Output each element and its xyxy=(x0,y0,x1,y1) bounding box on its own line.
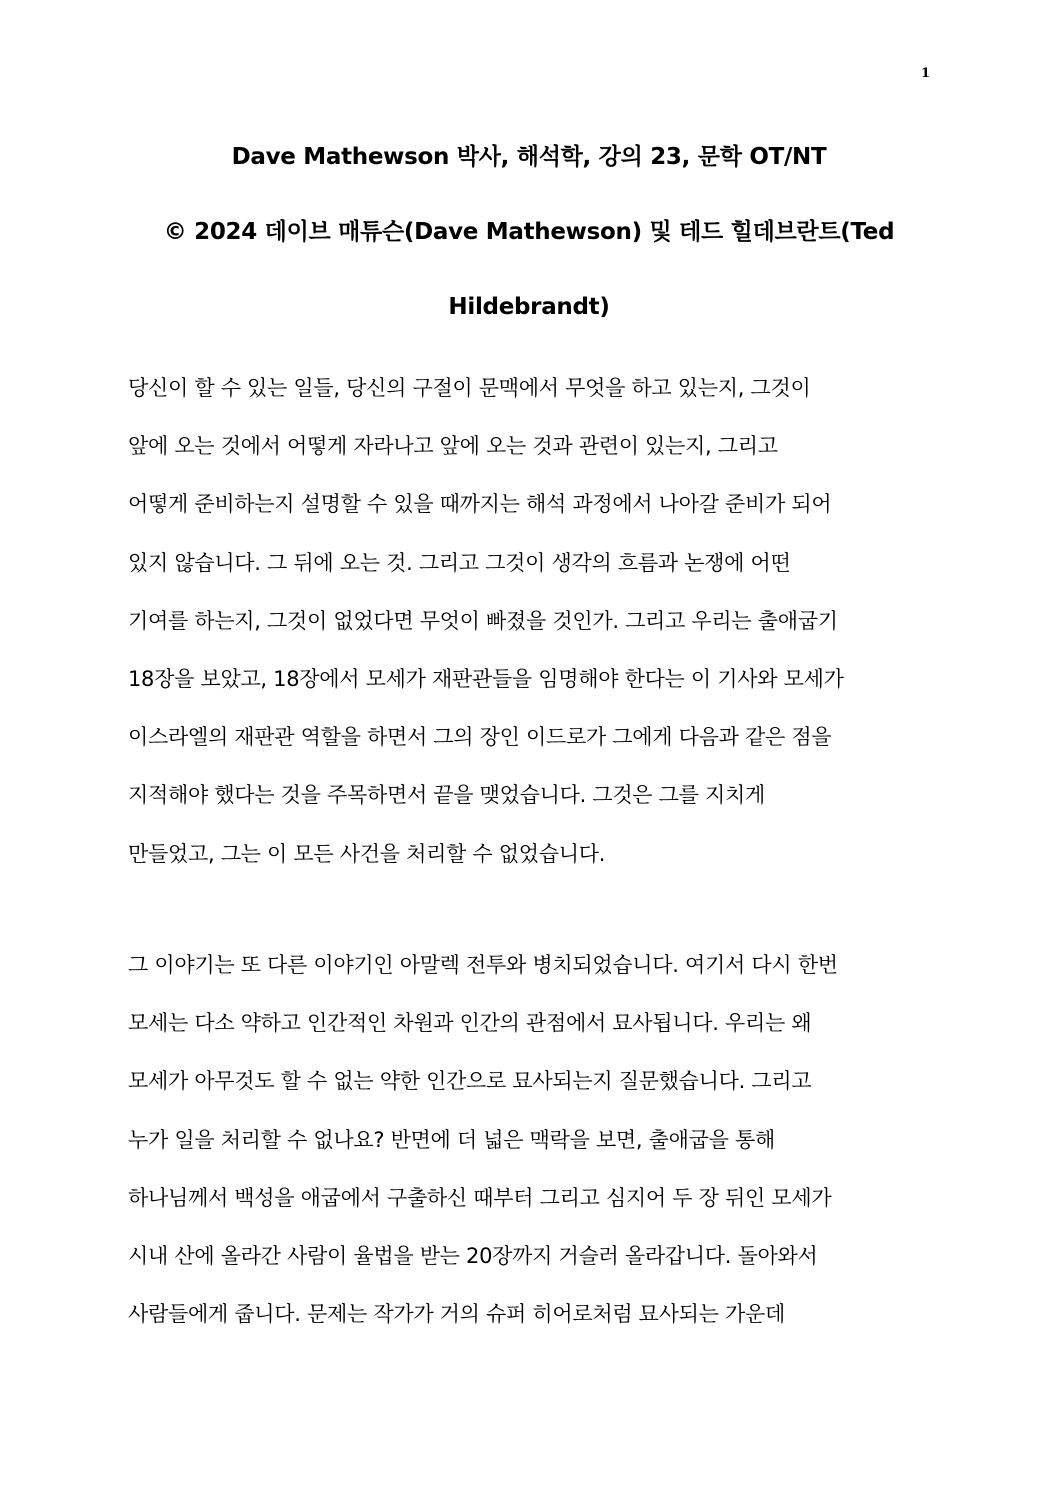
paragraph-2 xyxy=(128,945,930,1352)
title-line: Dave Mathewson 박사, 해석학, 강의 23, 문학 OT/NT xyxy=(231,144,827,170)
text-line: 시내 산에 올라간 사람이 율법을 받는 20장까지 거슬러 올라갑니다. 돌아와서 xyxy=(128,1243,818,1268)
text-line: 당신이 할 수 있는 일들, 당신의 구절이 문맥에서 무엇을 하고 있는지, 그것이 xyxy=(128,376,811,400)
text-line: 이스라엘의 재판관 역할을 하면서 그의 장인 이드로가 그에게 다음과 같은 점을 xyxy=(128,725,832,750)
text-line: 기여를 하는지, 그것이 없었다면 무엇이 빠졌을 것인가. 그리고 우리는 출애굽기 xyxy=(128,608,838,633)
text-line: 만들었고, 그는 이 모든 사건을 처리할 수 없었습니다. xyxy=(128,841,606,866)
text-line: 있지 않습니다. 그 뒤에 오는 것. 그리고 그것이 생각의 흐름과 논쟁에 어떤 xyxy=(128,550,791,575)
text-line: 모세는 다소 약하고 인간적인 차원과 인간의 관점에서 묘사됩니다. 우리는 왜 xyxy=(128,1011,812,1036)
paragraph-1 xyxy=(128,368,930,892)
title-line: © 2024 데이브 매튜슨(Dave Mathewson) 및 테드 힐데브란트(Ted xyxy=(163,219,895,245)
title-line: Hildebrandt) xyxy=(448,294,610,320)
text-line: 하나님께서 백성을 애굽에서 구출하신 때부터 그리고 심지어 두 장 뒤인 모세가 xyxy=(128,1185,832,1210)
text-line: 그 이야기는 또 다른 이야기인 아말렉 전투와 병치되었습니다. 여기서 다시 한번 xyxy=(128,953,838,977)
text-line: 지적해야 했다는 것을 주목하면서 끝을 맺었습니다. 그것은 그를 지치게 xyxy=(128,783,765,808)
document-title xyxy=(128,132,930,357)
text-line: 사람들에게 줍니다. 문제는 작가가 거의 슈퍼 히어로처럼 묘사되는 가운데 xyxy=(128,1302,785,1327)
text-line: 어떻게 준비하는지 설명할 수 있을 때까지는 해석 과정에서 나아갈 준비가 되어 xyxy=(128,492,832,517)
text-line: 누가 일을 처리할 수 없나요? 반면에 더 넓은 맥락을 보면, 출애굽을 통해 xyxy=(128,1127,775,1152)
text-line: 모세가 아무것도 할 수 없는 약한 인간으로 묘사되는지 질문했습니다. 그리고 xyxy=(128,1069,812,1094)
text-line: 18장을 보았고, 18장에서 모세가 재판관들을 임명해야 한다는 이 기사와 모세가 xyxy=(128,666,844,691)
text-line: 앞에 오는 것에서 어떻게 자라나고 앞에 오는 것과 관련이 있는지, 그리고 xyxy=(128,434,778,459)
page-number: 1 xyxy=(920,66,930,81)
